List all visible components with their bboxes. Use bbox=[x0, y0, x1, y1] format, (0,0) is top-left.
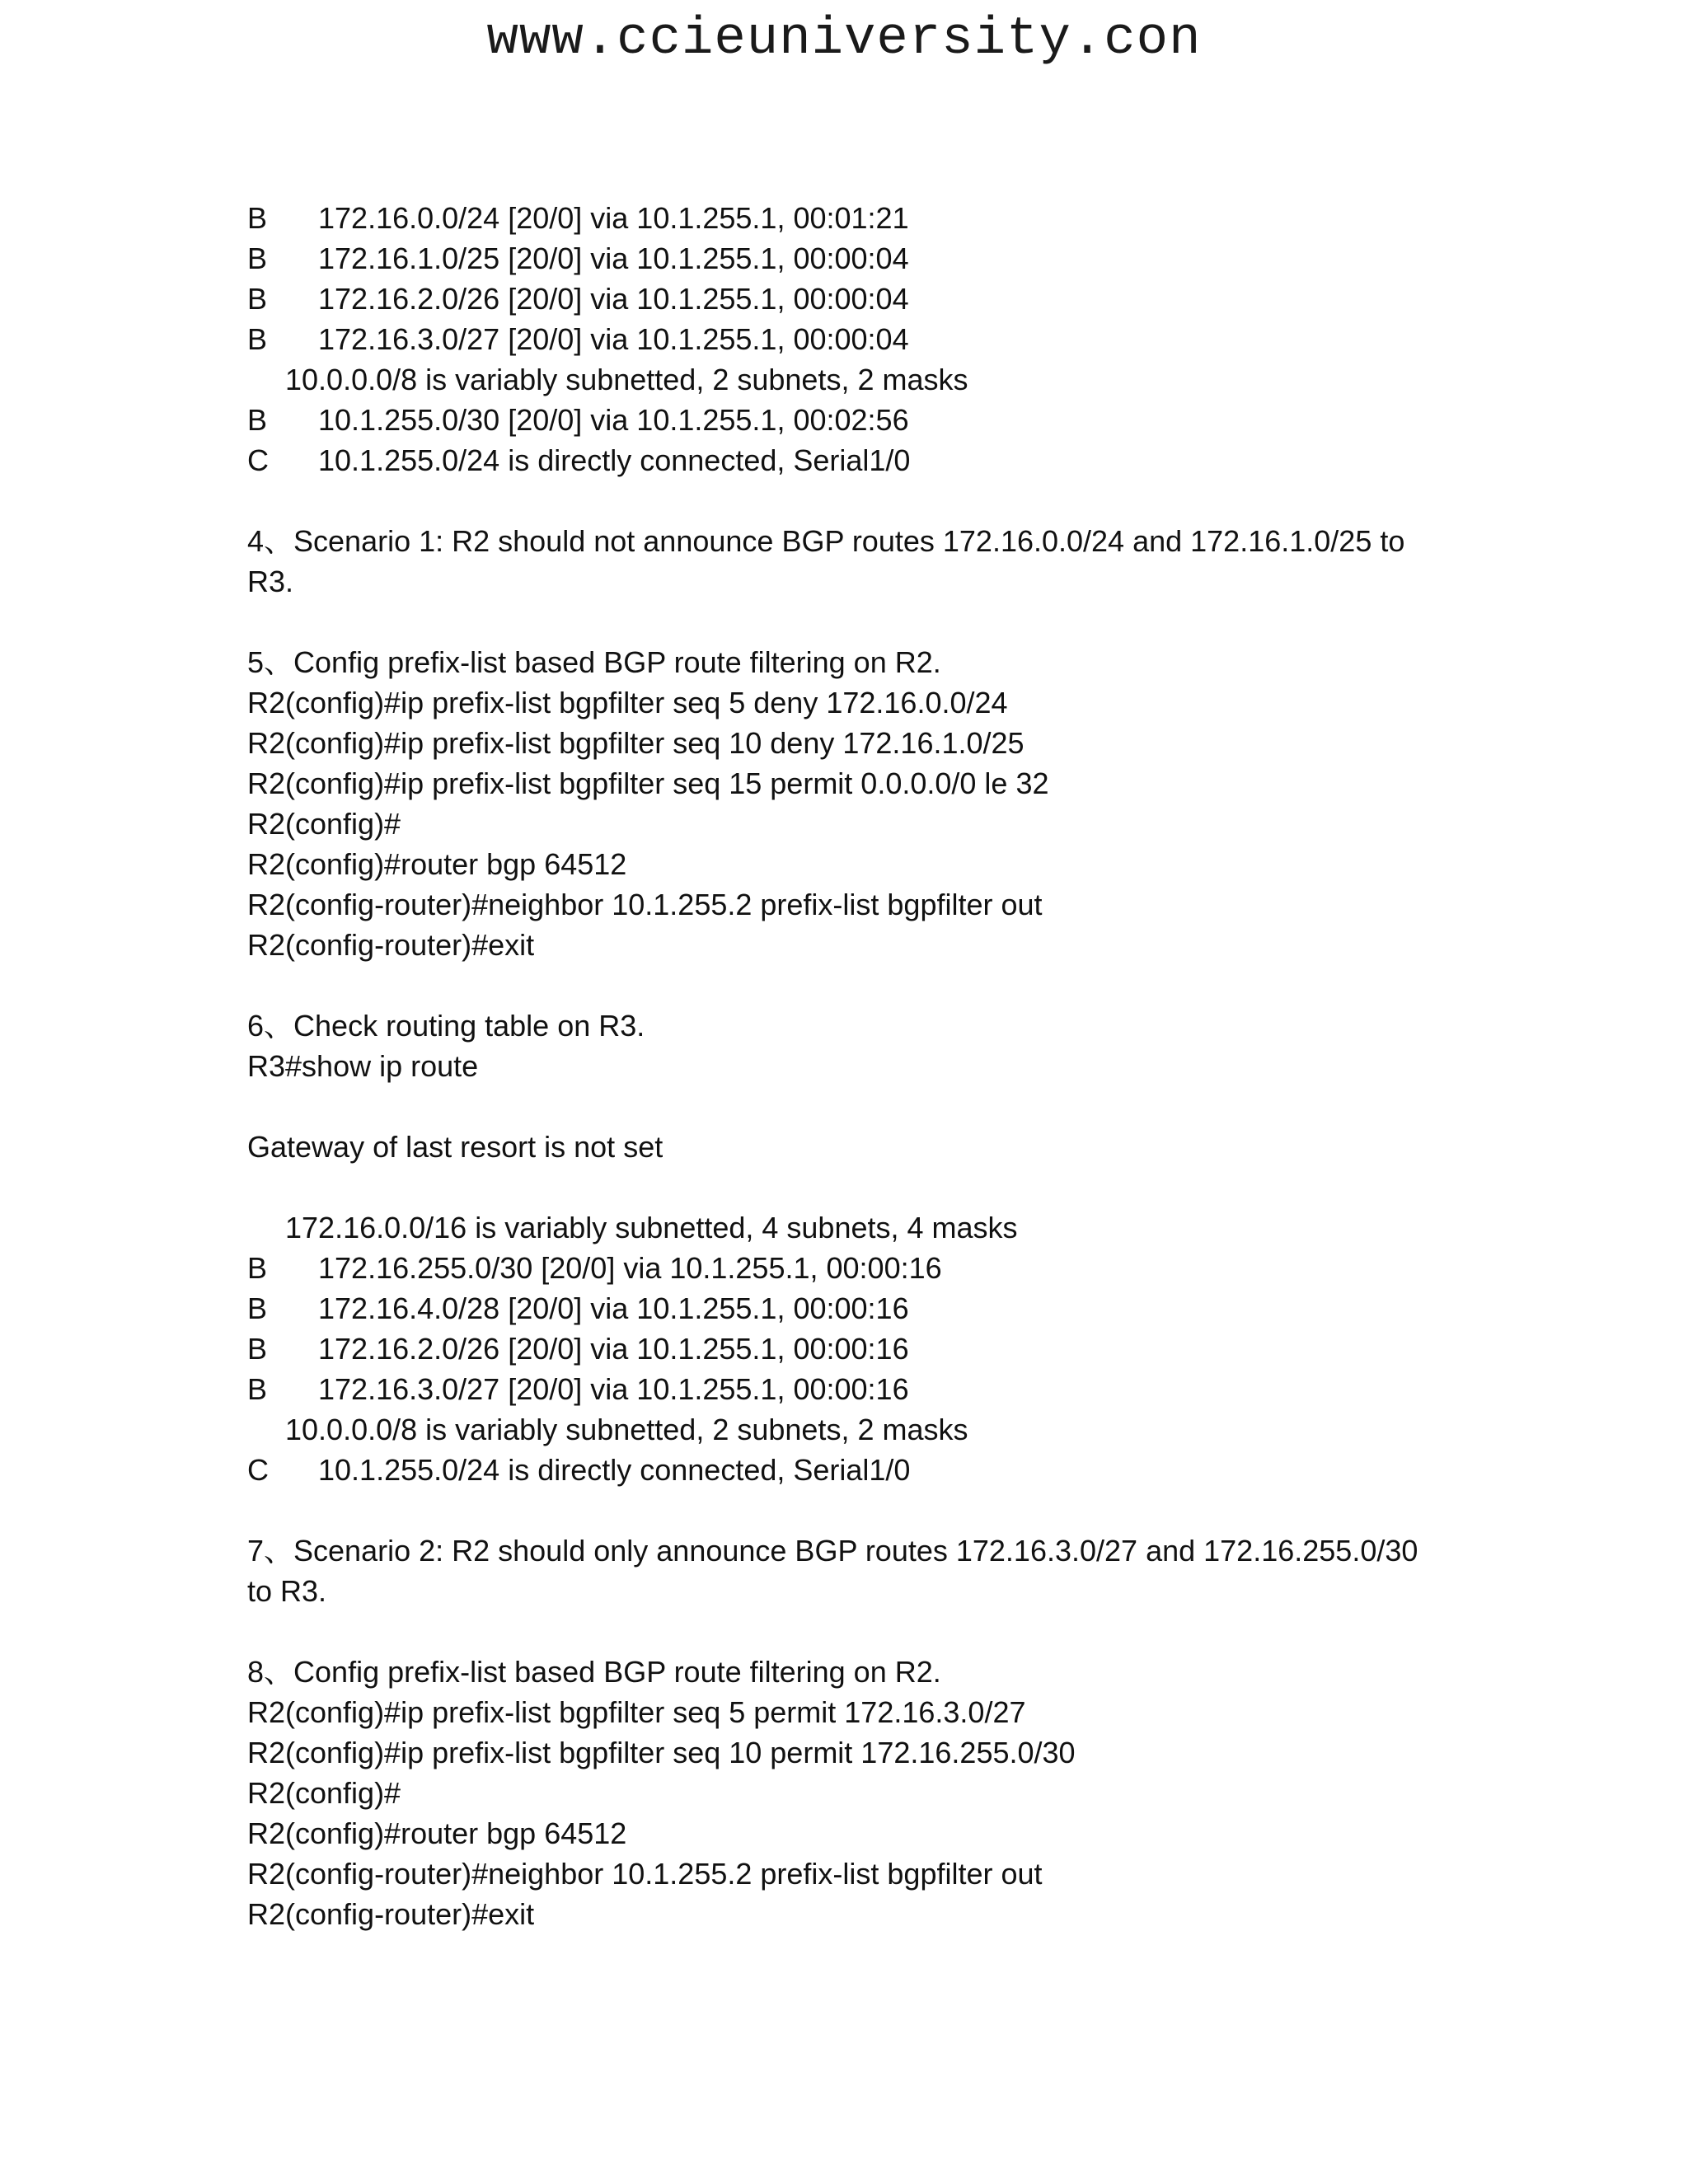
step-6-title: 6、Check routing table on R3. bbox=[247, 1009, 645, 1043]
page-header: www.ccieuniversity.con bbox=[486, 10, 1202, 69]
route-code: B bbox=[247, 1251, 268, 1285]
route-text: 172.16.255.0/30 [20/0] via 10.1.255.1, 00:00:16 bbox=[318, 1251, 942, 1285]
step-7-text: 7、Scenario 2: R2 should only announce BGP routes 172.16.3.0/27 and 172.16.255.0/30 to R3. bbox=[247, 1534, 1418, 1608]
config-line: R2(config)# bbox=[247, 1776, 401, 1810]
config-line: R2(config-router)#neighbor 10.1.255.2 prefix-list bgpfilter out bbox=[247, 888, 1043, 921]
config-line: R2(config)#ip prefix-list bgpfilter seq 5 permit 172.16.3.0/27 bbox=[247, 1695, 1026, 1729]
subnet-note: 172.16.0.0/16 is variably subnetted, 4 subnets, 4 masks bbox=[285, 1211, 1018, 1244]
step-4-text: 4、Scenario 1: R2 should not announce BGP routes 172.16.0.0/24 and 172.16.1.0/25 to R3. bbox=[247, 524, 1405, 598]
config-line: R2(config)# bbox=[247, 807, 401, 841]
route-entry bbox=[247, 1248, 1451, 1288]
route-text: 10.1.255.0/30 [20/0] via 10.1.255.1, 00:02:56 bbox=[318, 403, 909, 437]
config-line: R2(config)#ip prefix-list bgpfilter seq 5 deny 172.16.0.0/24 bbox=[247, 686, 1008, 719]
config-line: R2(config)#router bgp 64512 bbox=[247, 847, 627, 881]
show-command: R3#show ip route bbox=[247, 1049, 479, 1083]
route-text: 172.16.3.0/27 [20/0] via 10.1.255.1, 00:00:16 bbox=[318, 1372, 909, 1406]
route-text: 10.1.255.0/24 is directly connected, Serial1/0 bbox=[318, 443, 911, 477]
route-entry bbox=[247, 1369, 1451, 1409]
route-entry bbox=[247, 400, 1451, 440]
route-entry bbox=[247, 1288, 1451, 1329]
route-entry bbox=[247, 238, 1451, 279]
config-line: R2(config)#router bgp 64512 bbox=[247, 1816, 627, 1850]
route-entry bbox=[247, 319, 1451, 359]
route-code: B bbox=[247, 403, 268, 437]
route-code: C bbox=[247, 443, 269, 477]
config-line: R2(config)#ip prefix-list bgpfilter seq 15 permit 0.0.0.0/0 le 32 bbox=[247, 766, 1049, 800]
subnet-note: 10.0.0.0/8 is variably subnetted, 2 subnets, 2 masks bbox=[285, 363, 968, 396]
route-code: B bbox=[247, 241, 268, 275]
step-8-title: 8、Config prefix-list based BGP route filtering on R2. bbox=[247, 1655, 941, 1689]
step-5-title: 5、Config prefix-list based BGP route filtering on R2. bbox=[247, 645, 941, 679]
route-text: 172.16.2.0/26 [20/0] via 10.1.255.1, 00:00:16 bbox=[318, 1332, 909, 1366]
route-entry bbox=[247, 1450, 1451, 1490]
route-text: 172.16.2.0/26 [20/0] via 10.1.255.1, 00:00:04 bbox=[318, 282, 909, 316]
route-code: B bbox=[247, 282, 268, 316]
route-text: 172.16.1.0/25 [20/0] via 10.1.255.1, 00:00:04 bbox=[318, 241, 909, 275]
route-code: B bbox=[247, 322, 268, 356]
route-entry bbox=[247, 440, 1451, 480]
route-code: B bbox=[247, 201, 268, 235]
route-entry bbox=[247, 198, 1451, 238]
route-text: 172.16.0.0/24 [20/0] via 10.1.255.1, 00:01:21 bbox=[318, 201, 909, 235]
route-entry bbox=[247, 1329, 1451, 1369]
document-body bbox=[247, 198, 1451, 1934]
config-line: R2(config-router)#exit bbox=[247, 928, 535, 962]
config-line: R2(config)#ip prefix-list bgpfilter seq 10 deny 172.16.1.0/25 bbox=[247, 726, 1025, 760]
route-code: B bbox=[247, 1372, 268, 1406]
config-line: R2(config-router)#exit bbox=[247, 1897, 535, 1931]
route-text: 172.16.4.0/28 [20/0] via 10.1.255.1, 00:00:16 bbox=[318, 1291, 909, 1325]
config-line: R2(config)#ip prefix-list bgpfilter seq 10 permit 172.16.255.0/30 bbox=[247, 1736, 1076, 1769]
subnet-note: 10.0.0.0/8 is variably subnetted, 2 subnets, 2 masks bbox=[285, 1413, 968, 1446]
gateway-line: Gateway of last resort is not set bbox=[247, 1130, 663, 1164]
route-entry bbox=[247, 279, 1451, 319]
route-code: B bbox=[247, 1291, 268, 1325]
config-line: R2(config-router)#neighbor 10.1.255.2 prefix-list bgpfilter out bbox=[247, 1857, 1043, 1891]
route-text: 10.1.255.0/24 is directly connected, Serial1/0 bbox=[318, 1453, 911, 1487]
route-code: C bbox=[247, 1453, 269, 1487]
route-text: 172.16.3.0/27 [20/0] via 10.1.255.1, 00:00:04 bbox=[318, 322, 909, 356]
route-code: B bbox=[247, 1332, 268, 1366]
